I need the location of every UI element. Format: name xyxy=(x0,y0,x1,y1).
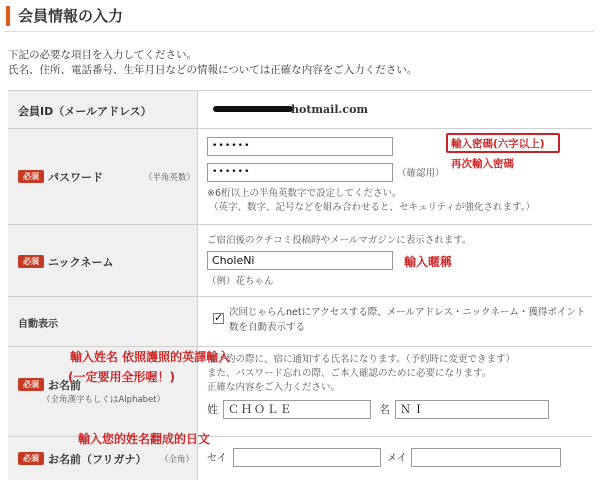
row-password xyxy=(8,129,592,225)
name-description-3: 正確な内容をご入力ください。 xyxy=(207,382,341,393)
section-header xyxy=(4,2,594,32)
row-value-cell xyxy=(199,91,592,128)
row-label-cell xyxy=(8,129,198,224)
furigana-sei-label: セイ xyxy=(207,453,227,464)
row-value-cell xyxy=(199,347,592,436)
row-label-cell xyxy=(8,225,198,296)
nickname-input[interactable]: CholeNi xyxy=(207,251,393,270)
password-note-1: ※6桁以上の半角英数字で設定してください。 xyxy=(207,188,402,199)
annotation-password-confirm: 再次輸入密碼 xyxy=(451,158,514,170)
furigana-mei-input[interactable] xyxy=(411,448,561,467)
sei-input[interactable]: ＣＨＯＬＥ xyxy=(223,400,371,419)
member-id-label: 会員ID（メールアドレス） xyxy=(18,105,152,118)
mei-input[interactable]: ＮＩ xyxy=(395,400,549,419)
name-sub-label: （全角漢字もしくはAlphabet） xyxy=(42,395,166,405)
nickname-example: （例）花ちゃん xyxy=(207,276,274,287)
furigana-sei-input[interactable] xyxy=(233,448,381,467)
required-badge: 必須 xyxy=(18,452,44,465)
password-sub-label: （半角英数） xyxy=(144,173,196,183)
auto-display-checkbox[interactable] xyxy=(213,313,224,324)
annotation-name-line-1: 輸入姓名 依照護照的英譯輸入 xyxy=(70,350,231,364)
intro-line-2: 氏名、住所、電話番号、生年月日などの情報については正確な内容をご入力ください。 xyxy=(8,64,418,76)
member-id-value: hotmail.com xyxy=(291,103,369,116)
intro-line-1: 下記の必要な項目を入力してください。 xyxy=(8,49,197,61)
annotation-password: 輸入密碼(六字以上) xyxy=(451,138,545,150)
redacted-email-bar xyxy=(213,106,293,112)
furigana-sub-label: （全角） xyxy=(160,455,195,465)
name-description-2: また、パスワード忘れの際、ご本人確認のために必要になります。 xyxy=(207,368,492,379)
furigana-label: お名前（フリガナ） xyxy=(48,453,147,466)
required-badge: 必須 xyxy=(18,378,44,391)
password-label: パスワード xyxy=(48,171,103,184)
password-note-2: （英字、数字、記号などを組み合わせると、セキュリティが強化されます。） xyxy=(209,202,536,213)
row-label-cell xyxy=(8,91,198,128)
furigana-mei-label: メイ xyxy=(387,453,407,464)
password-confirm-label: （確認用） xyxy=(397,168,445,179)
row-nickname xyxy=(8,225,592,297)
row-auto-display xyxy=(8,297,592,347)
name-label: お名前 xyxy=(48,379,81,392)
header-accent-bar xyxy=(6,6,10,26)
required-badge: 必須 xyxy=(18,255,44,268)
nickname-label: ニックネーム xyxy=(48,256,114,269)
auto-display-text-1: 次回じゃらんnetにアクセスする際、メールアドレス・ニックネーム・獲得ポイント xyxy=(229,307,586,318)
row-value-cell xyxy=(199,437,592,480)
intro-text xyxy=(8,48,417,78)
page-title: 会員情報の入力 xyxy=(18,7,124,25)
auto-display-label: 自動表示 xyxy=(18,319,58,330)
member-form xyxy=(8,90,592,480)
mei-label: 名 xyxy=(379,403,390,416)
row-value-cell xyxy=(199,225,592,296)
sei-label: 姓 xyxy=(207,403,218,416)
annotation-nickname: 輸入暱稱 xyxy=(404,255,453,269)
name-description-1: 宿予約の際に、宿に通知する氏名になります。（予約時に変更できます） xyxy=(207,354,515,365)
password-input[interactable]: •••••• xyxy=(207,137,393,156)
auto-display-text-2: 数を自動表示する xyxy=(229,322,306,333)
row-value-cell xyxy=(199,297,592,346)
annotation-furigana: 輸入您的姓名翻成的日文 xyxy=(78,432,211,446)
row-member-id xyxy=(8,91,592,129)
row-value-cell xyxy=(199,129,592,224)
row-label-cell xyxy=(8,297,198,346)
password-confirm-input[interactable]: •••••• xyxy=(207,163,393,182)
annotation-name-line-2: (一定要用全形喔！) xyxy=(68,370,175,384)
nickname-description: ご宿泊後のクチコミ投稿時やメールマガジンに表示されます。 xyxy=(207,235,472,246)
required-badge: 必須 xyxy=(18,170,44,183)
